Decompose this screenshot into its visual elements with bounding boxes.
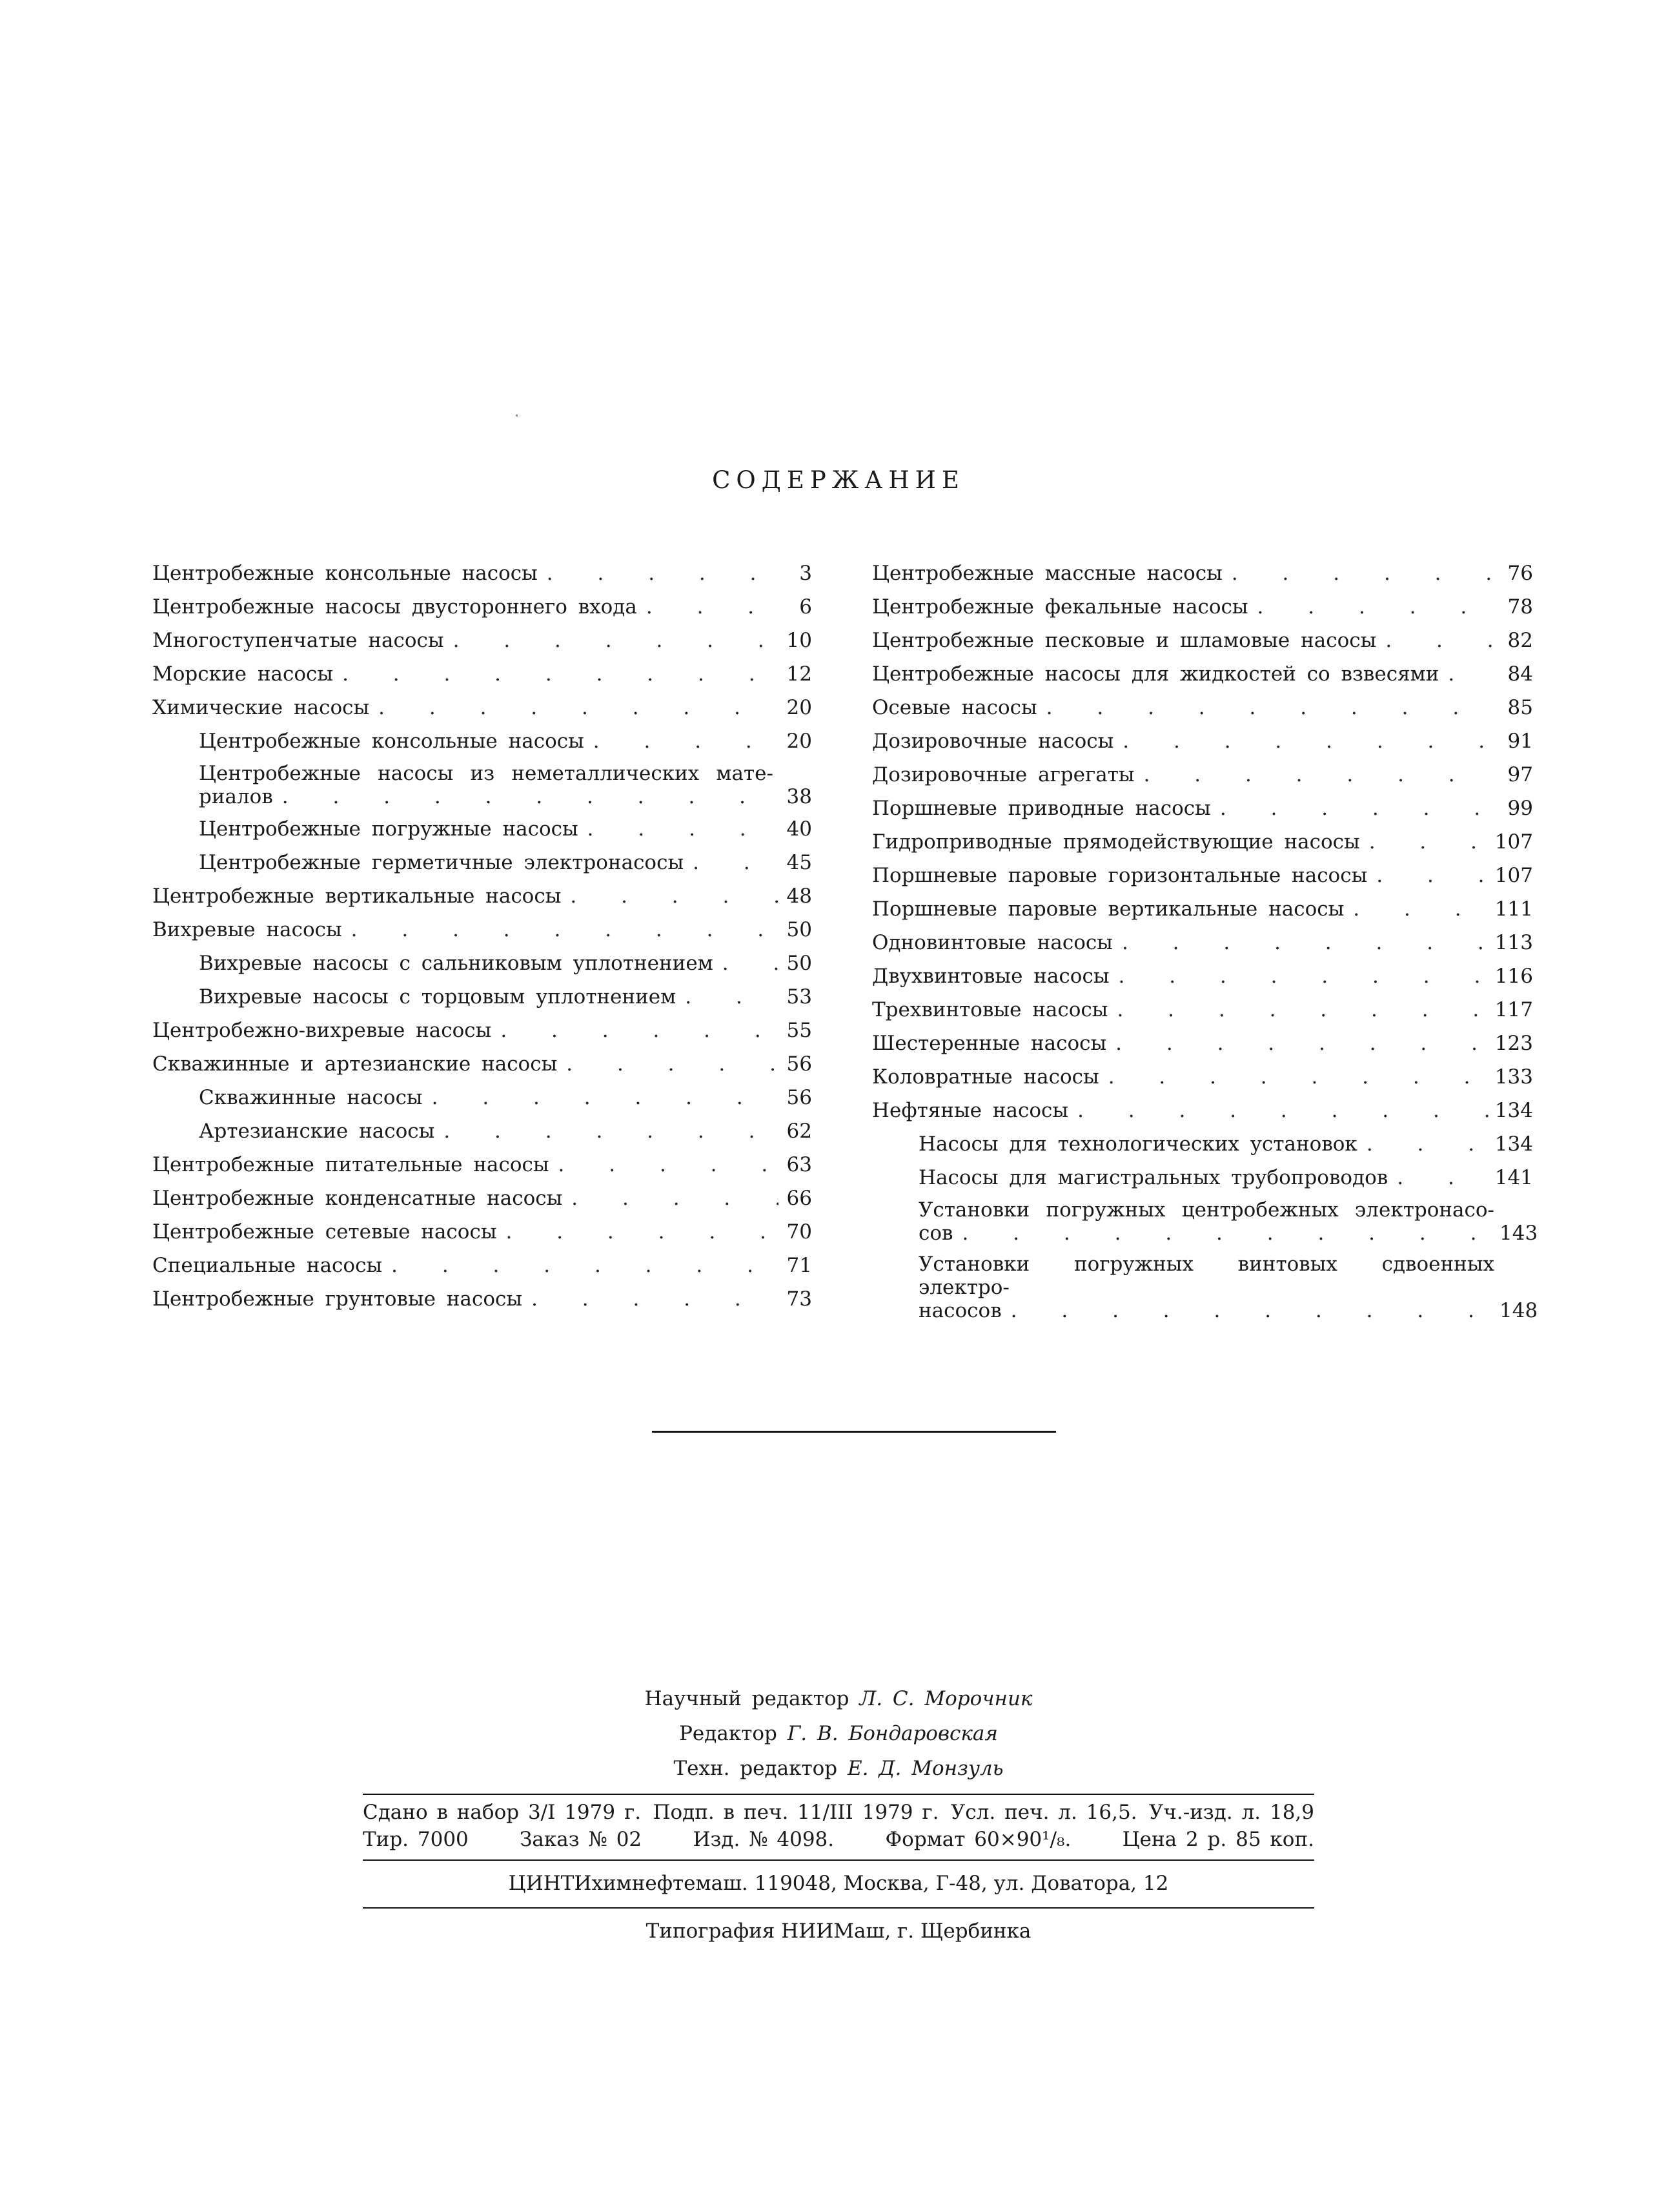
toc-entry bbox=[872, 695, 1533, 721]
tech-editor-name: Е. Д. Монзуль bbox=[847, 1757, 1004, 1780]
toc-entry-title: Центробежные вертикальные насосы bbox=[152, 885, 562, 908]
toc-entry bbox=[872, 930, 1533, 956]
toc-entry-title-line2: сов bbox=[919, 1222, 953, 1245]
toc-entry bbox=[872, 1098, 1533, 1123]
toc-entry-page: 55 bbox=[786, 1019, 812, 1042]
toc-leader-dots bbox=[434, 1118, 778, 1144]
toc-entry-title: Одновинтовые насосы bbox=[872, 931, 1113, 954]
toc-leader-dots bbox=[1367, 863, 1495, 888]
toc-entry bbox=[152, 950, 812, 976]
imprint-signed-date: Подп. в печ. 11/III 1979 г. bbox=[653, 1801, 939, 1824]
toc-entry bbox=[152, 917, 812, 943]
toc-entry-title: Центробежные герметичные электронасосы bbox=[199, 851, 684, 874]
toc-entry bbox=[152, 1152, 812, 1178]
toc-entry bbox=[152, 762, 812, 808]
toc-entry-page: 116 bbox=[1494, 965, 1533, 988]
toc-entry-title: Центробежные консольные насосы bbox=[199, 730, 584, 753]
toc-entry-title: Насосы для технологических установок bbox=[919, 1132, 1357, 1156]
toc-entry bbox=[872, 762, 1533, 788]
toc-entry-page: 53 bbox=[786, 985, 812, 1009]
toc-leader-dots bbox=[1223, 560, 1499, 586]
toc-leader-dots bbox=[1357, 1131, 1495, 1157]
toc-entry-page: 12 bbox=[786, 662, 812, 686]
imprint-format: Формат 60×90¹/₈. bbox=[885, 1828, 1072, 1851]
toc-entry bbox=[152, 661, 812, 687]
toc-entry-title: Многоступенчатые насосы bbox=[152, 629, 444, 652]
toc-entry-title: Химические насосы bbox=[152, 696, 370, 719]
toc-entry-title: Специальные насосы bbox=[152, 1254, 383, 1277]
toc-entry bbox=[152, 1118, 812, 1144]
toc-entry-page: 113 bbox=[1494, 931, 1533, 954]
toc-entry-page: 134 bbox=[1494, 1099, 1533, 1122]
toc-entry-page: 20 bbox=[786, 696, 812, 719]
toc-leader-dots bbox=[1110, 963, 1495, 989]
toc-entry-title: Дозировочные насосы bbox=[872, 730, 1114, 753]
scientific-editor-label: Научный редактор bbox=[644, 1687, 849, 1710]
toc-entry-page: 63 bbox=[786, 1153, 812, 1176]
toc-leader-dots bbox=[1248, 594, 1499, 620]
toc-entry-page: 134 bbox=[1494, 1132, 1533, 1156]
toc-entry-page: 70 bbox=[786, 1220, 812, 1244]
toc-entry-page: 6 bbox=[799, 595, 812, 619]
toc-entry-title-line1: Центробежные насосы из неметаллических мате- bbox=[199, 762, 773, 785]
toc-entry bbox=[152, 1185, 812, 1211]
toc-entry bbox=[872, 728, 1533, 754]
toc-entry-page: 45 bbox=[786, 851, 812, 874]
toc-entry-title: Центробежные питательные насосы bbox=[152, 1153, 549, 1176]
toc-leader-dots bbox=[562, 1185, 778, 1211]
toc-entry-title: Центробежные сетевые насосы bbox=[152, 1220, 497, 1244]
toc-leader-dots bbox=[333, 661, 778, 687]
toc-entry-page: 50 bbox=[786, 952, 812, 975]
toc-entry-page: 66 bbox=[786, 1187, 812, 1210]
toc-entry-title-line2: насосов bbox=[919, 1299, 1002, 1322]
toc-leader-dots bbox=[1376, 628, 1499, 653]
toc-entry bbox=[872, 1064, 1533, 1090]
toc-entry-title: Поршневые паровые горизонтальные насосы bbox=[872, 864, 1368, 887]
toc-entry bbox=[152, 1085, 812, 1111]
toc-entry-title: Морские насосы bbox=[152, 662, 334, 686]
toc-entry-title: Насосы для магистральных трубопроводов bbox=[919, 1166, 1388, 1189]
toc-entry bbox=[152, 984, 812, 1010]
toc-leader-dots bbox=[953, 1222, 1499, 1245]
toc-entry-page: 10 bbox=[786, 629, 812, 652]
toc-leader-dots bbox=[1360, 829, 1495, 855]
toc-entry bbox=[152, 883, 812, 909]
toc-entry bbox=[872, 896, 1533, 922]
toc-entry-title: Дозировочные агрегаты bbox=[872, 763, 1135, 786]
toc-leader-dots bbox=[1439, 661, 1499, 687]
toc-leader-dots bbox=[1068, 1098, 1495, 1123]
imprint-row-2 bbox=[363, 1826, 1314, 1853]
toc-entry bbox=[152, 816, 812, 842]
toc-leader-dots bbox=[497, 1219, 779, 1245]
imprint-rule-middle bbox=[363, 1859, 1314, 1861]
toc-entry-title: Центробежные насосы для жидкостей со взвесями bbox=[872, 662, 1439, 686]
toc-entry-title: Центробежные консольные насосы bbox=[152, 562, 538, 585]
toc-entry-title: Осевые насосы bbox=[872, 696, 1037, 719]
toc-leader-dots bbox=[1113, 728, 1499, 754]
toc-entry-title: Нефтяные насосы bbox=[872, 1099, 1069, 1122]
imprint-price: Цена 2 р. 85 коп. bbox=[1122, 1828, 1314, 1851]
toc-entry-page: 85 bbox=[1507, 696, 1533, 719]
toc-entry-page: 56 bbox=[786, 1052, 812, 1076]
toc-entry-title-line2: риалов bbox=[199, 785, 273, 808]
toc-entry bbox=[872, 963, 1533, 989]
imprint-publisher-sheets: Уч.-изд. л. 18,9 bbox=[1148, 1801, 1314, 1824]
toc-entry bbox=[152, 1219, 812, 1245]
toc-entry-page: 99 bbox=[1507, 797, 1533, 820]
toc-entry-last-line bbox=[919, 1299, 1538, 1322]
toc-leader-dots bbox=[1106, 1030, 1495, 1056]
toc-entry-title: Центробежные грунтовые насосы bbox=[152, 1287, 523, 1311]
toc-entry-title: Поршневые приводные насосы bbox=[872, 797, 1211, 820]
toc-leader-dots bbox=[1113, 930, 1495, 956]
toc-entry-title: Двухвинтовые насосы bbox=[872, 965, 1110, 988]
toc-entry bbox=[872, 560, 1533, 586]
toc-leader-dots bbox=[538, 560, 778, 586]
toc-entry-page: 71 bbox=[786, 1254, 812, 1277]
toc-leader-dots bbox=[1037, 695, 1499, 721]
toc-entry-page: 123 bbox=[1494, 1032, 1533, 1055]
toc-entry-title: Центробежные песковые и шламовые насосы bbox=[872, 629, 1377, 652]
toc-leader-dots bbox=[1344, 896, 1495, 922]
editor-label: Редактор bbox=[679, 1722, 777, 1745]
toc-leader-dots bbox=[1099, 1064, 1495, 1090]
scientific-editor-line bbox=[0, 1681, 1677, 1716]
toc-leader-dots bbox=[1002, 1299, 1499, 1322]
toc-entry-title: Коловратные насосы bbox=[872, 1065, 1099, 1089]
toc-entry-title: Скважинные насосы bbox=[199, 1086, 423, 1109]
toc-leader-dots bbox=[342, 917, 778, 943]
imprint-rule-bottom bbox=[363, 1907, 1314, 1909]
imprint-printer: Типография НИИМаш, г. Щербинка bbox=[645, 1920, 1032, 1943]
toc-entry bbox=[872, 795, 1533, 821]
toc-entry-page: 117 bbox=[1494, 998, 1533, 1021]
toc-entry-title: Центробежные фекальные насосы bbox=[872, 595, 1248, 619]
toc-entry bbox=[152, 1253, 812, 1278]
toc-entry-page: 133 bbox=[1494, 1065, 1533, 1089]
toc-entry-page: 107 bbox=[1494, 864, 1533, 887]
toc-leader-dots bbox=[713, 950, 778, 976]
toc-entry-page: 143 bbox=[1499, 1222, 1538, 1245]
toc-leader-dots bbox=[684, 850, 778, 876]
toc-entry bbox=[152, 594, 812, 620]
toc-entry-page: 73 bbox=[786, 1287, 812, 1311]
imprint-typeset-date: Сдано в набор 3/I 1979 г. bbox=[363, 1801, 642, 1824]
toc-entry bbox=[152, 728, 812, 754]
toc-entry-title: Артезианские насосы bbox=[199, 1120, 435, 1143]
toc-entry bbox=[152, 560, 812, 586]
toc-right-column bbox=[872, 560, 1538, 1330]
scientific-editor-name: Л. С. Морочник bbox=[859, 1687, 1033, 1710]
toc-entry bbox=[872, 997, 1533, 1023]
toc-entry-page: 48 bbox=[786, 885, 812, 908]
toc-entry-title-line1: Установки погружных центробежных электронасо- bbox=[919, 1198, 1494, 1222]
toc-leader-dots bbox=[382, 1253, 778, 1278]
imprint-edition-number: Изд. № 4098. bbox=[693, 1828, 835, 1851]
toc-entry-page: 107 bbox=[1494, 830, 1533, 854]
toc-entry-title: Вихревые насосы bbox=[152, 918, 342, 941]
toc-entry bbox=[152, 850, 812, 876]
imprint-rule-top bbox=[363, 1794, 1314, 1795]
toc-entry-title: Вихревые насосы с торцовым уплотнением bbox=[199, 985, 676, 1009]
toc-entry-title: Скважинные и артезианские насосы bbox=[152, 1052, 558, 1076]
toc-entry-title: Центробежные насосы двустороннего входа bbox=[152, 595, 637, 619]
toc-entry bbox=[872, 628, 1533, 653]
imprint-block bbox=[363, 1794, 1314, 1945]
toc-entry bbox=[872, 1030, 1533, 1056]
toc-leader-dots bbox=[273, 785, 778, 808]
toc-leader-dots bbox=[1108, 997, 1494, 1023]
toc-entry-page: 148 bbox=[1499, 1299, 1538, 1322]
toc-leader-dots bbox=[676, 984, 778, 1010]
toc-entry-title: Трехвинтовые насосы bbox=[872, 998, 1108, 1021]
toc-entry-page: 20 bbox=[786, 730, 812, 753]
toc-entry bbox=[872, 594, 1533, 620]
toc-left-column bbox=[152, 560, 812, 1320]
toc-entry bbox=[872, 1131, 1533, 1157]
tech-editor-line bbox=[0, 1751, 1677, 1786]
toc-entry-title-line1: Установки погружных винтовых сдвоенных электро- bbox=[919, 1253, 1494, 1299]
toc-entry-page: 141 bbox=[1494, 1166, 1533, 1189]
toc-entry bbox=[152, 628, 812, 653]
toc-leader-dots bbox=[444, 628, 778, 653]
toc-entry bbox=[872, 1165, 1533, 1191]
toc-entry-page: 3 bbox=[799, 562, 812, 585]
toc-entry-title: Поршневые паровые вертикальные насосы bbox=[872, 897, 1345, 921]
toc-entry-page: 38 bbox=[786, 785, 812, 808]
toc-leader-dots bbox=[1135, 762, 1499, 788]
toc-entry bbox=[872, 1253, 1538, 1322]
toc-entry-title: Центробежные массные насосы bbox=[872, 562, 1223, 585]
editor-line bbox=[0, 1716, 1677, 1751]
toc-entry bbox=[152, 1018, 812, 1043]
toc-leader-dots bbox=[549, 1152, 778, 1178]
imprint-publisher: ЦИНТИхимнефтемаш. 119048, Москва, Г-48, ул. Доватора, 12 bbox=[508, 1872, 1169, 1895]
toc-entry-page: 97 bbox=[1507, 763, 1533, 786]
toc-leader-dots bbox=[522, 1286, 778, 1312]
toc-entry-page: 84 bbox=[1507, 662, 1533, 686]
toc-entry-title: Вихревые насосы с сальниковым уплотнением bbox=[199, 952, 713, 975]
tech-editor-label: Техн. редактор bbox=[673, 1757, 838, 1780]
imprint-print-sheets: Усл. печ. л. 16,5. bbox=[950, 1801, 1137, 1824]
toc-entry bbox=[872, 1198, 1538, 1245]
editor-name: Г. В. Бондаровская bbox=[787, 1722, 998, 1745]
toc-leader-dots bbox=[1388, 1165, 1495, 1191]
toc-entry-title: Центробежные конденсатные насосы bbox=[152, 1187, 563, 1210]
toc-entry-title: Гидроприводные прямодействующие насосы bbox=[872, 830, 1360, 854]
imprint-row-1 bbox=[363, 1799, 1314, 1826]
toc-leader-dots bbox=[557, 1051, 778, 1077]
imprint-order: Заказ № 02 bbox=[520, 1828, 642, 1851]
toc-entry-title: Центробежные погружные насосы bbox=[199, 817, 578, 841]
toc-leader-dots bbox=[1211, 795, 1499, 821]
toc-leader-dots bbox=[578, 816, 778, 842]
toc-entry-page: 78 bbox=[1507, 595, 1533, 619]
toc-entry bbox=[872, 829, 1533, 855]
toc-entry-last-line bbox=[919, 1222, 1538, 1245]
toc-entry bbox=[872, 661, 1533, 687]
toc-leader-dots bbox=[423, 1085, 778, 1111]
editors-block bbox=[0, 1681, 1677, 1786]
toc-entry-page: 91 bbox=[1507, 730, 1533, 753]
toc-entry-page: 50 bbox=[786, 918, 812, 941]
toc-entry-page: 82 bbox=[1507, 629, 1533, 652]
toc-leader-dots bbox=[561, 883, 778, 909]
toc-entry-page: 62 bbox=[786, 1120, 812, 1143]
toc-entry-page: 56 bbox=[786, 1086, 812, 1109]
toc-entry bbox=[152, 695, 812, 721]
toc-entry-title: Центробежно-вихревые насосы bbox=[152, 1019, 492, 1042]
toc-leader-dots bbox=[491, 1018, 778, 1043]
imprint-circulation: Тир. 7000 bbox=[363, 1828, 469, 1851]
toc-leader-dots bbox=[584, 728, 778, 754]
toc-entry-last-line bbox=[199, 785, 812, 808]
toc-entry-page: 40 bbox=[786, 817, 812, 841]
toc-entry bbox=[152, 1286, 812, 1312]
stray-mark bbox=[516, 415, 518, 416]
toc-leader-dots bbox=[637, 594, 778, 620]
page-title: СОДЕРЖАНИЕ bbox=[712, 466, 965, 494]
toc-entry-page: 76 bbox=[1507, 562, 1533, 585]
toc-entry bbox=[872, 863, 1533, 888]
toc-entry-page: 111 bbox=[1494, 897, 1533, 921]
section-divider bbox=[652, 1431, 1056, 1433]
toc-leader-dots bbox=[369, 695, 778, 721]
toc-entry-title: Шестеренные насосы bbox=[872, 1032, 1107, 1055]
toc-entry bbox=[152, 1051, 812, 1077]
